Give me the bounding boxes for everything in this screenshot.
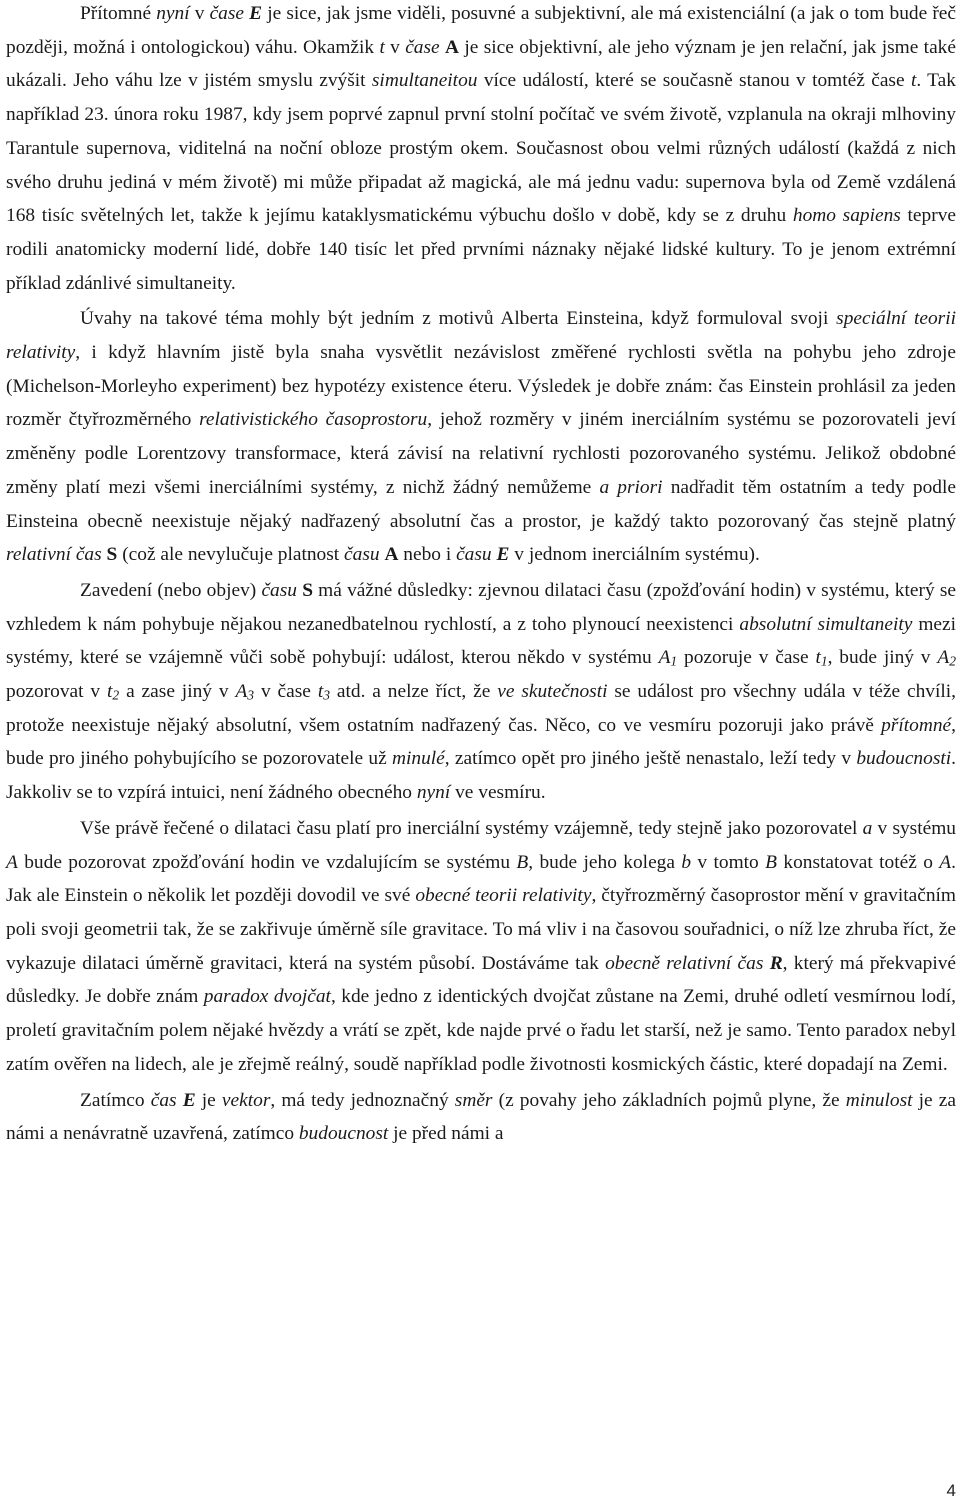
emphasis-text: minulé (392, 748, 445, 770)
emphasis-text: 2 (112, 687, 120, 703)
body-text: konstatovat totéž o (777, 851, 940, 873)
body-text: nadřadit těm ostatním a tedy podle Einsteina obecně neexistuje nějaký nadřazený absolutní čas a prostor, je každý takto pozorovaný čas stejně platný (6, 476, 956, 532)
emphasis-text: obecné teorii relativity (415, 885, 592, 907)
emphasis-text: B (765, 851, 777, 873)
emphasis-text: směr (454, 1089, 493, 1111)
emphasis-text: času (456, 544, 492, 566)
emphasis-text: A (235, 681, 248, 703)
emphasis-text: A (658, 647, 671, 669)
body-text: , který má překvapivé důsledky. Je dobře znám (6, 952, 957, 1008)
emphasis-text: t (379, 36, 385, 58)
emphasis-text: 2 (949, 654, 956, 670)
body-text: v (384, 36, 406, 58)
emphasis-text: ve skutečnosti (497, 681, 608, 703)
body-text: , bude jeho kolega (528, 851, 682, 873)
emphasis-text: budoucnosti (856, 748, 952, 770)
emphasis-text: budoucnost (298, 1123, 389, 1145)
body-text: ve vesmíru. (450, 782, 546, 804)
body-text: , i když hlavním jistě byla snaha vysvětlit nezávislost změřené rychlosti světla na pohybu jeho zdroje (Michelson-Morleyho experiment) bez hypotézy existence éteru. Výsledek je dobře znám: čas Einstein prohlásil za jeden rozměr čtyřrozměrného (6, 342, 956, 431)
body-text: (z povahy jeho základních pojmů plyne, že (492, 1089, 846, 1111)
emphasis-text: A (6, 851, 18, 873)
body-text: . Tak například 23. února roku 1987, kdy jsem poprvé zapnul první stolní počítač ve svém životě, vzplanula na okraji mlhoviny Tarantule supernova, viditelná na noční obloze prostým okem. Současnost obou velmi různých událostí (každá z nich svého druhu jediná v mém životě) mi může připadat až magická, ale má jednu vadu: supernova byla od Země vzdálená 168 tisíc světelných let, takže k jejímu kataklysmatickému výbuchu došlo v době, kdy se z druhu (6, 70, 956, 227)
emphasis-text: minulost (845, 1089, 913, 1111)
emphasis-text: E (496, 544, 510, 566)
emphasis-text: simultaneitou (371, 70, 478, 92)
body-text: pozoruje v čase (677, 647, 816, 669)
emphasis-text: S (106, 544, 118, 566)
emphasis-text: 3 (323, 687, 330, 703)
emphasis-text: relativistického časoprostoru (199, 409, 428, 431)
emphasis-text: přítomné (881, 714, 952, 736)
body-text: atd. a nelze říct, že (330, 681, 498, 703)
body-text: je před námi a (388, 1123, 504, 1145)
body-text: nebo i (398, 544, 457, 566)
body-text: v (189, 3, 210, 24)
emphasis-text: čase (209, 3, 245, 24)
body-text: bude pozorovat zpožďování hodin ve vzdalujícím se systému (17, 851, 517, 873)
emphasis-text: A (937, 647, 950, 669)
body-text: Zavedení (nebo objev) (80, 579, 262, 601)
paragraph-1 (6, 0, 956, 300)
emphasis-text: nyní (416, 782, 451, 804)
emphasis-text: čase (405, 36, 440, 58)
document-page (6, 0, 956, 1151)
body-text: . Jakkoliv se to vzpírá intuici, není žádného obecného (6, 748, 956, 804)
body-text: je za námi a nenávratně uzavřená, zatímco (6, 1089, 956, 1145)
emphasis-text: speciální teorii relativity (6, 308, 956, 364)
emphasis-text: relativní čas (6, 544, 102, 566)
body-text: , bude jiný v (827, 647, 938, 669)
body-text: a zase jiný v (119, 681, 236, 703)
body-text: Přítomné (80, 3, 157, 24)
emphasis-text: E (249, 3, 263, 24)
body-text: je (195, 1089, 222, 1111)
body-text: . Jak ale Einstein o několik let později dovodil ve své (6, 851, 956, 907)
paragraph-4 (6, 812, 956, 1082)
body-text: , bude pro jiného pohybujícího se pozorovatele už (6, 714, 956, 770)
body-text: , má tedy jednoznačný (270, 1089, 455, 1111)
body-text: v jednom inerciálním systému). (509, 544, 760, 566)
emphasis-text: nyní (156, 3, 190, 24)
body-text: Vše právě řečené o dilataci času platí pro inerciální systémy vzájemně, tedy stejně jako pozorovatel (80, 817, 863, 839)
emphasis-text: 1 (820, 654, 828, 670)
paragraph-3 (6, 574, 956, 810)
emphasis-text: S (302, 579, 313, 601)
body-text: Zatímco (80, 1089, 151, 1111)
emphasis-text: času (344, 544, 380, 566)
emphasis-text: t (107, 681, 113, 703)
body-text: v čase (254, 681, 318, 703)
emphasis-text: A (939, 851, 952, 873)
body-text: , čtyřrozměrný časoprostor mění v gravitačním poli svoji geometrii tak, že se zakřivuje úměrně síle gravitace. To má vliv i na časovou souřadnici, o níž lze zhruba říct, že vykazuje dilataci úměrně gravitaci, která na systém působí. Dostáváme tak (6, 885, 956, 974)
emphasis-text: R (769, 952, 783, 974)
emphasis-text: t (815, 647, 821, 669)
body-text: je sice objektivní, ale jeho význam je jen relační, jak jsme také ukázali. Jeho váhu lze v jistém smyslu zvýšit (6, 36, 956, 92)
body-text: teprve rodili anatomicky moderní lidé, dobře 140 tisíc let před prvními náznaky nějaké lidské kultury. To je jenom extrémní příklad zdánlivé simultaneity. (6, 205, 956, 294)
emphasis-text: A (445, 36, 460, 58)
body-text: více událostí, které se současně stanou v tomtéž čase (477, 70, 911, 92)
body-text: v systému (872, 817, 956, 839)
emphasis-text: 3 (247, 687, 255, 703)
emphasis-text: A (384, 544, 399, 566)
body-text: pozorovat v (6, 681, 107, 703)
emphasis-text: 1 (670, 654, 678, 670)
emphasis-text: paradox dvojčat (203, 986, 331, 1008)
emphasis-text: homo sapiens (792, 205, 901, 227)
body-text: se událost pro všechny udála v téže chvíli, protože neexistuje nějaký absolutní, všem ostatním nadřazený čas. Něco, co ve vesmíru pozoruji jako právě (6, 681, 957, 736)
body-text: v tomto (691, 851, 766, 873)
emphasis-text: obecně relativní čas (605, 952, 764, 974)
body-text: (což ale nevylučuje platnost (117, 544, 345, 566)
body-text: , jehož rozměry v jiném inerciálním systému se pozorovateli jeví změněny podle Lorentzovy transformace, která závisí na relativní rychlosti pozorovaného systému. Jelikož obdobné změny platí mezi všemi inerciálními systémy, z nichž žádný nemůžeme (6, 409, 956, 498)
body-text: Úvahy na takové téma mohly být jedním z motivů Alberta Einsteina, když formuloval svoji (80, 308, 837, 330)
emphasis-text: absolutní simultaneity (739, 613, 913, 635)
body-text: je sice, jak jsme viděli, posuvné a subjektivní, ale má existenciální (a jak o tom bude řeč později, možná i ontologickou) váhu. Okamžik (6, 3, 956, 58)
emphasis-text: E (182, 1089, 196, 1111)
body-text: , kde jedno z identických dvojčat zůstane na Zemi, druhé odletí vesmírnou lodí, proletí gravitačním polem nějaké hvězdy a vrátí se zpět, kde najde prvé o řadu let starší, než je samo. Tento paradox nebyl zatím ověřen na lidech, ale je zřejmě reálný, soudě například podle životnosti kosmických částic, které dopadají na Zemi. (6, 986, 956, 1075)
emphasis-text: vektor (221, 1089, 271, 1111)
emphasis-text: a priori (599, 476, 663, 498)
emphasis-text: a (862, 817, 873, 839)
emphasis-text: t (910, 70, 917, 92)
emphasis-text: času (261, 579, 297, 601)
body-text: mezi systémy, které se vzájemně vůči sobě pohybují: událost, kterou někdo v systému (6, 613, 956, 669)
body-text: má vážné důsledky: zjevnou dilataci času (zpožďování hodin) v systému, který se vzhledem k nám pohybuje nějakou nezanedbatelnou rychlostí, a z toho plynoucí neexistenci (6, 579, 956, 635)
emphasis-text: b (681, 851, 692, 873)
emphasis-text: t (317, 681, 324, 703)
emphasis-text: B (516, 851, 529, 873)
page-number: 4 (946, 1481, 956, 1500)
paragraph-2 (6, 302, 956, 572)
paragraph-5 (6, 1084, 956, 1151)
emphasis-text: čas (150, 1089, 177, 1111)
body-text: , zatímco opět pro jiného ještě nenastalo, leží tedy v (444, 748, 857, 770)
